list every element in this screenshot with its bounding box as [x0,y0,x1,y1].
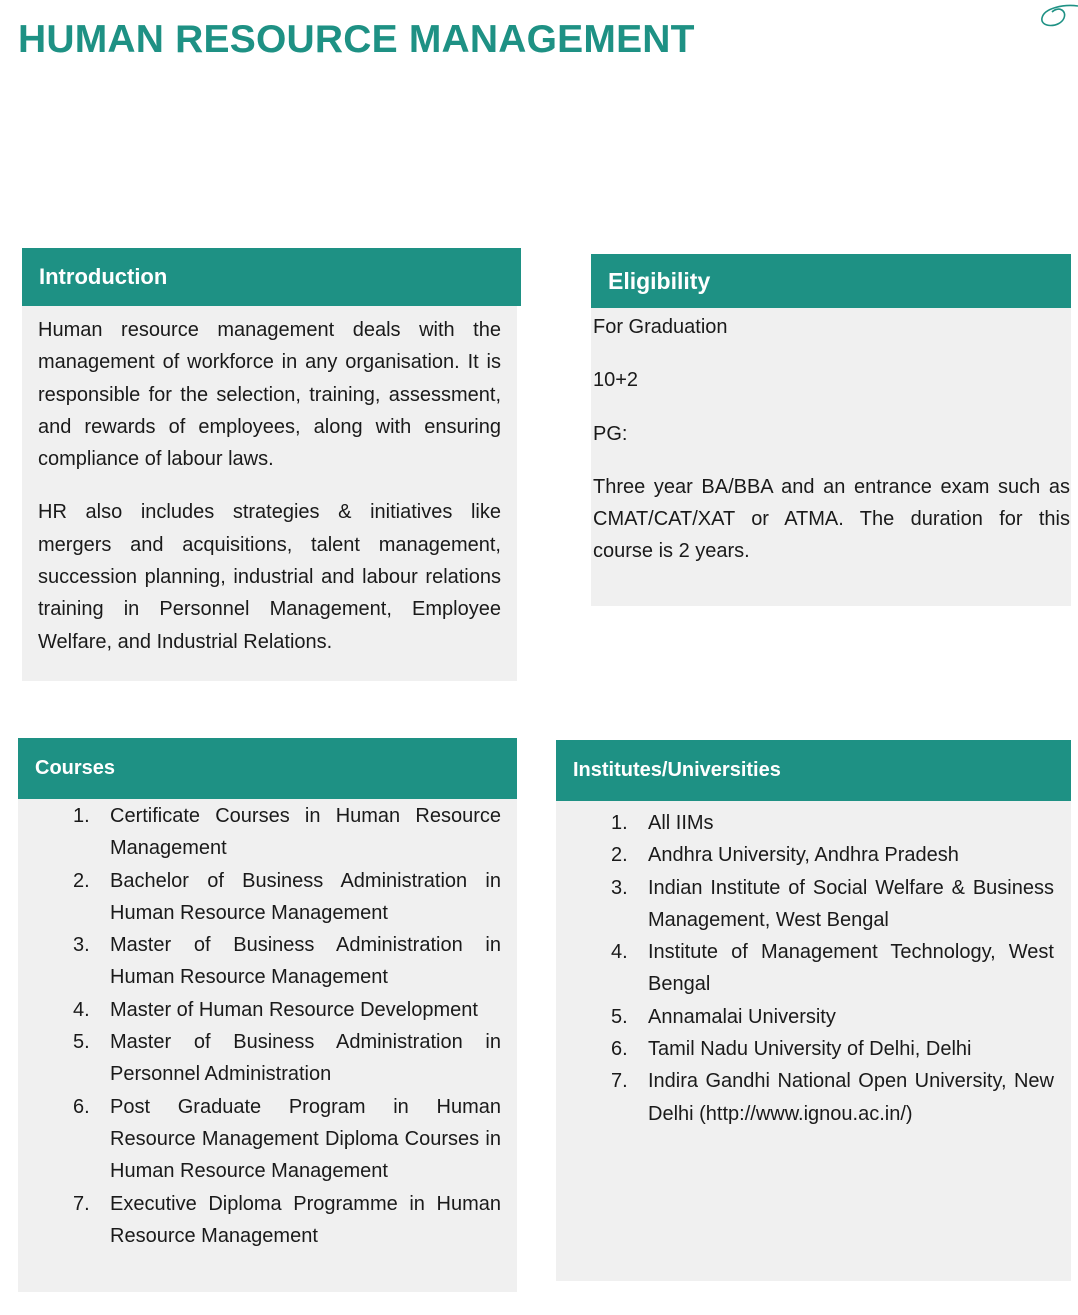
list-item-text: Andhra University, Andhra Pradesh [648,844,959,867]
list-number: 6. [611,1038,628,1061]
introduction-paragraph-2: HR also includes strategies & initiatives like mergers and acquisitions, talent management, succession planning, industrial and labour relations training in Personnel Management, Employee Welfare, and Industrial Relations. [38,501,501,653]
list-item [73,929,501,994]
institutes-section [556,740,1071,1281]
list-item-text: Institute of Management Technology, West Bengal [648,941,1054,996]
courses-section [18,738,517,1292]
list-item-text: Bachelor of Business Administration in Human Resource Management [110,869,501,924]
list-item [611,1065,1054,1130]
list-item [611,872,1054,937]
list-number: 4. [73,998,90,1021]
list-item [611,1033,1054,1065]
list-item-text: Master of Business Administration in Human Resource Management [110,934,501,989]
list-number: 7. [611,1070,628,1093]
eligibility-line-pg: PG: [593,422,628,445]
list-item-text: Executive Diploma Programme in Human Resource Management [110,1192,501,1247]
courses-list [73,800,501,1252]
introduction-paragraph-1: Human resource management deals with the management of workforce in any organisation. It is responsible for the selection, training, assessment, and rewards of employees, along with ensuring compliance of labour laws. [38,319,501,471]
institutes-list [611,807,1054,1130]
list-item [73,1091,501,1188]
list-item [611,807,1054,839]
list-number: 5. [611,1005,628,1028]
list-number: 6. [73,1095,90,1118]
introduction-section [22,248,521,681]
list-item [73,865,501,930]
list-item [611,1001,1054,1033]
eligibility-heading: Eligibility [591,254,1071,308]
list-item-text: Tamil Nadu University of Delhi, Delhi [648,1038,972,1061]
list-item [73,1026,501,1091]
page-title: HUMAN RESOURCE MANAGEMENT [18,18,695,61]
list-number: 4. [611,941,628,964]
list-item-text: Indian Institute of Social Welfare & Business Management, West Bengal [648,876,1054,931]
list-item-text: Annamalai University [648,1005,836,1028]
list-item-text: Certificate Courses in Human Resource Management [110,805,501,860]
list-number: 3. [611,876,628,899]
list-number: 1. [73,805,90,827]
courses-heading: Courses [18,738,517,799]
introduction-panel [22,306,517,681]
list-item [611,839,1054,871]
list-number: 2. [611,844,628,867]
introduction-heading: Introduction [22,248,521,306]
list-number: 5. [73,1031,90,1054]
list-item-text: Master of Human Resource Development [110,998,478,1021]
eligibility-pg-details: Three year BA/BBA and an entrance exam such as CMAT/CAT/XAT or ATMA. The duration for this course is 2 years. [593,475,1070,563]
list-number: 7. [73,1192,90,1215]
list-number: 2. [73,869,90,892]
institutes-heading: Institutes/Universities [556,740,1071,801]
decorative-swirl-icon [1034,2,1078,32]
list-item [611,936,1054,1001]
list-item [73,1188,501,1253]
eligibility-section [591,254,1071,606]
eligibility-line-10-2: 10+2 [593,369,639,392]
list-number: 3. [73,934,90,957]
eligibility-line-graduation: For Graduation [593,316,728,338]
list-item [73,800,501,865]
introduction-text [38,314,501,658]
list-item [73,994,501,1026]
list-item-text: All IIMs [648,812,714,834]
eligibility-text [593,311,1070,568]
list-item-text: Master of Business Administration in Personnel Administration [110,1031,501,1086]
list-item-text: Post Graduate Program in Human Resource Management Diploma Courses in Human Resource Management [110,1095,501,1183]
list-item-text: Indira Gandhi National Open University, New Delhi (http://www.ignou.ac.in/) [648,1070,1054,1125]
list-number: 1. [611,812,628,834]
